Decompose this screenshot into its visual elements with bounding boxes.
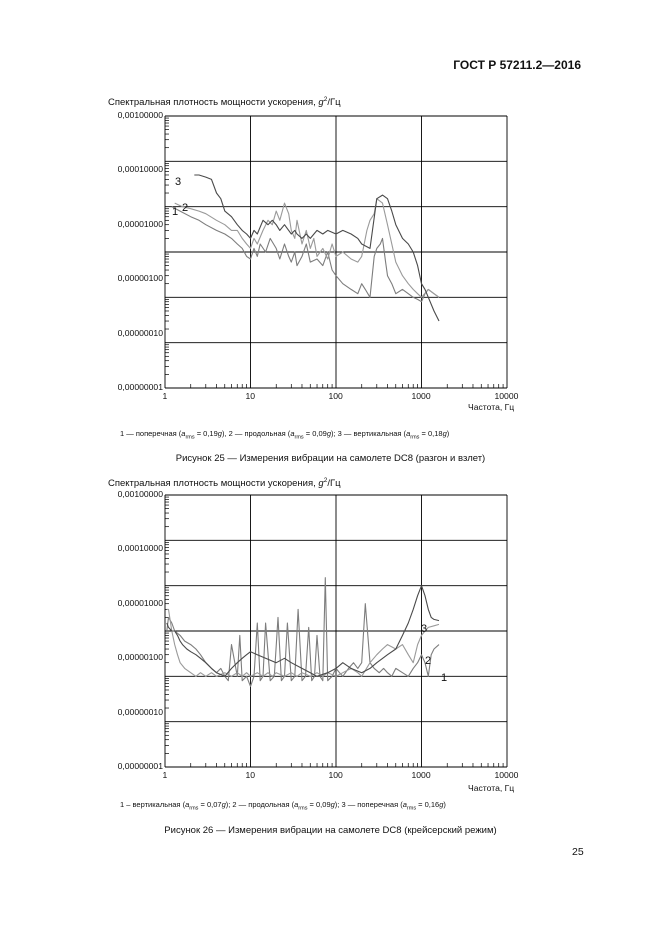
- x-tick-label: 100: [328, 770, 343, 780]
- series-line-1: [167, 578, 439, 687]
- legend-post: );: [330, 429, 338, 438]
- curve-label-1: 1: [172, 206, 179, 218]
- legend-sub: rms: [185, 434, 195, 441]
- legend-item-1-text: 1 – вертикальная (: [120, 800, 186, 809]
- legend-post: ): [443, 800, 446, 809]
- ytitle-g: g: [318, 478, 324, 489]
- fig25-caption: Рисунок 25 — Измерения вибрации на самолете DC8 (разгон и взлет): [175, 453, 486, 464]
- y-tick-label: 0,00000100: [117, 273, 163, 284]
- legend-a: a: [294, 800, 299, 809]
- legend-sub: rms: [294, 434, 304, 441]
- page-number: 25: [572, 846, 584, 858]
- legend-sub: rms: [298, 805, 308, 812]
- y-tick-label: 0,00100000: [117, 489, 163, 499]
- legend-g: g: [217, 429, 222, 438]
- legend-a: a: [290, 429, 295, 438]
- legend-item-1-text: 1 — поперечная (: [120, 429, 182, 438]
- y-tick-label: 0,00000100: [117, 652, 163, 663]
- legend-sub: rms: [189, 805, 199, 812]
- legend-item-3-text: 3 — поперечная (: [341, 800, 403, 809]
- x-tick-label: 10: [245, 770, 256, 780]
- legend-post: ),: [221, 429, 229, 438]
- ytitle-g: g: [318, 97, 324, 108]
- x-tick-label: 10000: [494, 770, 519, 780]
- curve-label-2: 2: [182, 202, 189, 214]
- y-tick-label: 0,00000001: [117, 382, 163, 392]
- curve-label-3: 3: [175, 176, 182, 188]
- x-tick-label: 10: [245, 391, 256, 401]
- ytitle-sup: 2: [323, 477, 328, 484]
- legend-g: g: [326, 429, 331, 438]
- curve-label-2: 2: [425, 655, 432, 667]
- y-tick-label: 0,00000010: [117, 327, 163, 338]
- legend-val: = 0,07: [198, 800, 222, 809]
- y-tick-label: 0,00001000: [117, 597, 163, 608]
- y-tick-label: 0,00000010: [117, 706, 163, 717]
- legend-sub: rms: [410, 434, 420, 441]
- curve-label-3: 3: [421, 623, 428, 635]
- x-tick-label: 100: [328, 391, 343, 401]
- legend-g: g: [330, 800, 335, 809]
- y-tick-label: 0,00100000: [117, 110, 163, 120]
- fig26-caption: Рисунок 26 — Измерения вибрации на самолете DC8 (крейсерский режим): [164, 825, 497, 836]
- ytitle-unit: /Гц: [327, 97, 341, 108]
- legend-a: a: [181, 429, 186, 438]
- minor-ticks: [165, 497, 503, 767]
- legend-item-3-text: 3 — вертикальная (: [337, 429, 407, 438]
- legend-val: = 0,19: [194, 429, 218, 438]
- x-tick-label: 10000: [494, 391, 519, 401]
- legend-a: a: [185, 800, 190, 809]
- legend-val: = 0,16: [416, 800, 440, 809]
- y-tick-label: 0,00010000: [117, 543, 163, 554]
- ytitle-sup: 2: [323, 96, 328, 103]
- fig25-x-axis-label: Частота, Гц: [468, 402, 515, 412]
- legend-val: = 0,09: [303, 429, 327, 438]
- fig26-legend: [120, 800, 446, 812]
- series-line-2: [167, 609, 439, 676]
- legend-post: );: [334, 800, 342, 809]
- legend-g: g: [439, 800, 444, 809]
- ytitle-text: Спектральная плотность мощности ускорения,: [108, 478, 319, 489]
- legend-g: g: [221, 800, 226, 809]
- y-tick-label: 0,00001000: [117, 218, 163, 229]
- standard-number: ГОСТ Р 57211.2—2016: [453, 58, 581, 72]
- fig26-x-axis-label: Частота, Гц: [468, 783, 515, 793]
- legend-item-2-text: 2 — продольная (: [228, 429, 291, 438]
- legend-g: g: [442, 429, 447, 438]
- x-tick-label: 1000: [411, 391, 431, 401]
- x-tick-label: 1: [162, 391, 168, 401]
- legend-post: ): [446, 429, 450, 438]
- curve-label-1: 1: [441, 672, 448, 684]
- legend-a: a: [402, 800, 407, 809]
- legend-item-2-text: 2 — продольная (: [232, 800, 295, 809]
- y-tick-label: 0,00010000: [117, 164, 163, 175]
- legend-sub: rms: [406, 805, 417, 812]
- legend-post: );: [225, 800, 233, 809]
- y-tick-label: 0,00000001: [117, 761, 163, 771]
- ytitle-unit: /Гц: [327, 478, 341, 489]
- x-tick-label: 1000: [411, 770, 431, 780]
- ytitle-text: Спектральная плотность мощности ускорения,: [108, 97, 319, 108]
- legend-val: = 0,18: [419, 429, 443, 438]
- legend-a: a: [406, 429, 411, 438]
- x-tick-label: 1: [162, 770, 168, 780]
- grid: [165, 495, 507, 767]
- legend-val: = 0,09: [307, 800, 331, 809]
